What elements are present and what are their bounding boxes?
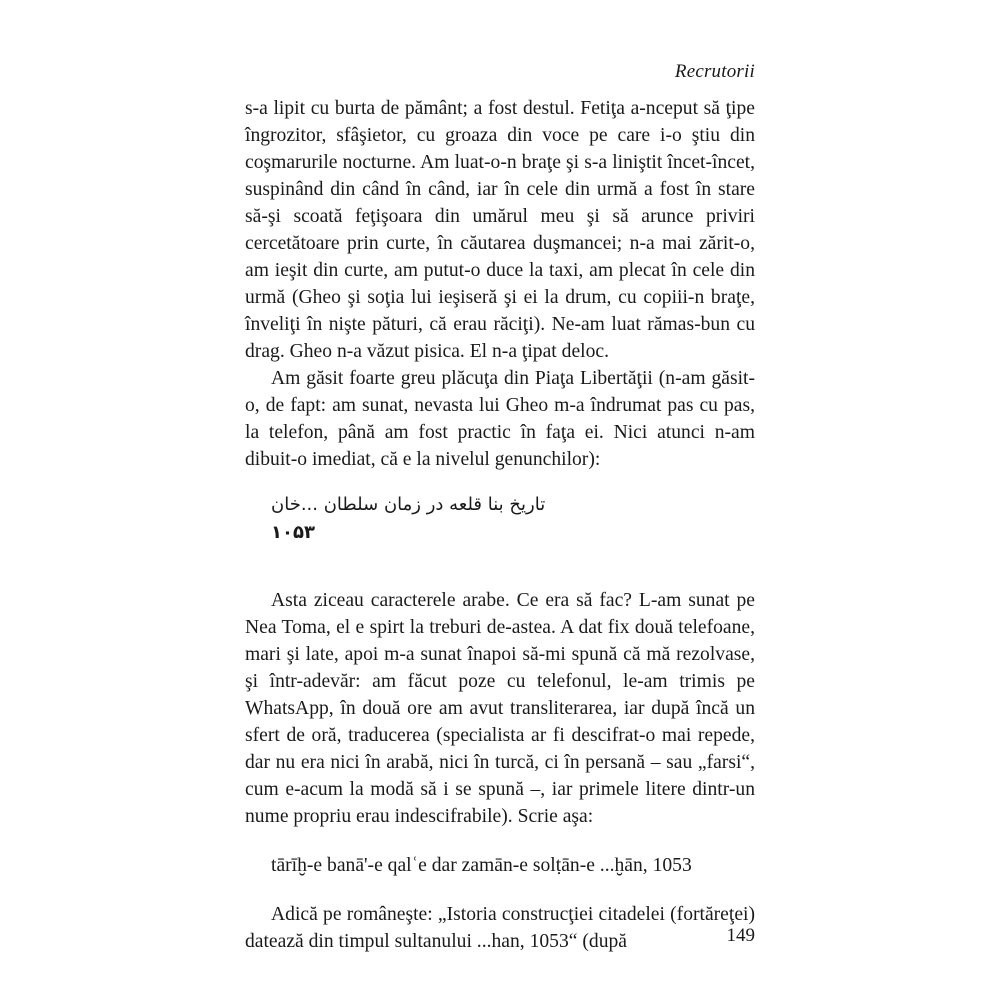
arabic-inscription-text: تاریخ بنا قلعه در زمان سلطان ...خان	[271, 494, 546, 515]
paragraph-3: Asta ziceau caracterele arabe. Ce era să fac? L-am sunat pe Nea Toma, el e spirt la treburi de-astea. A dat fix două telefoane, mari şi late, apoi m-a sunat înapoi să-mi spună că mă rezolvase, şi într-adevăr: am făcut poze cu telefonul, le-am trimis pe WhatsApp, în două ore am avut transliterarea, iar după încă un sfert de oră, traducerea (specialista ar fi descifrat-o mai repede, dar nu era nici în arabă, nici în turcă, ci în persană – sau „farsi“, cum e-acum la modă să i se spună –, iar primele litere dintr-un nume propriu erau indescifrabile). Scrie aşa:	[245, 590, 755, 827]
arabic-inscription	[245, 491, 755, 547]
body-text	[245, 95, 755, 955]
book-page	[245, 55, 755, 955]
paragraph-2: Am găsit foarte greu plăcuţa din Piaţa Libertăţii (n-am găsit-o, de fapt: am sunat, nevasta lui Gheo m-a îndrumat pas cu pas, la telefon, până am fost practic în faţa ei. Nici atunci n-am dibuit-o imediat, că e la nivelul genunchilor):	[245, 368, 755, 470]
transliteration: tārīḫ-e banā'-e qalʿe dar zamān-e solṭān-e ...ḫān, 1053	[271, 855, 692, 876]
arabic-inscription-year: ۱۰۵۳	[271, 522, 315, 543]
paragraph-1: s-a lipit cu burta de pământ; a fost destul. Fetiţa a-nceput să ţipe îngrozitor, sfâşietor, cu groaza din voce pe care i-o ştiu din coşmarurile nocturne. Am luat-o-n braţe şi s-a liniştit încet-încet, suspinând din când în când, iar în cele din urmă a fost în stare să-şi scoată feţişoara din umărul meu şi să arunce priviri cercetătoare prin curte, în căutarea duşmancei; n-a mai zărit-o, am ieşit din curte, am putut-o duce la taxi, am plecat în cele din urmă (Gheo şi soţia lui ieşiseră şi ei la drum, cu copiii-n braţe, înveliţi în nişte pături, că erau răciţi). Ne-am luat rămas-bun cu drag. Gheo n-a văzut pisica. El n-a ţipat deloc.	[245, 98, 755, 362]
paragraph-4: Adică pe româneşte: „Istoria construcţiei citadelei (fortăreţei) datează din timpul sultanului ...han, 1053“ (după	[245, 904, 755, 952]
running-head: Recrutorii	[674, 61, 755, 82]
page-number: 149	[726, 925, 755, 946]
